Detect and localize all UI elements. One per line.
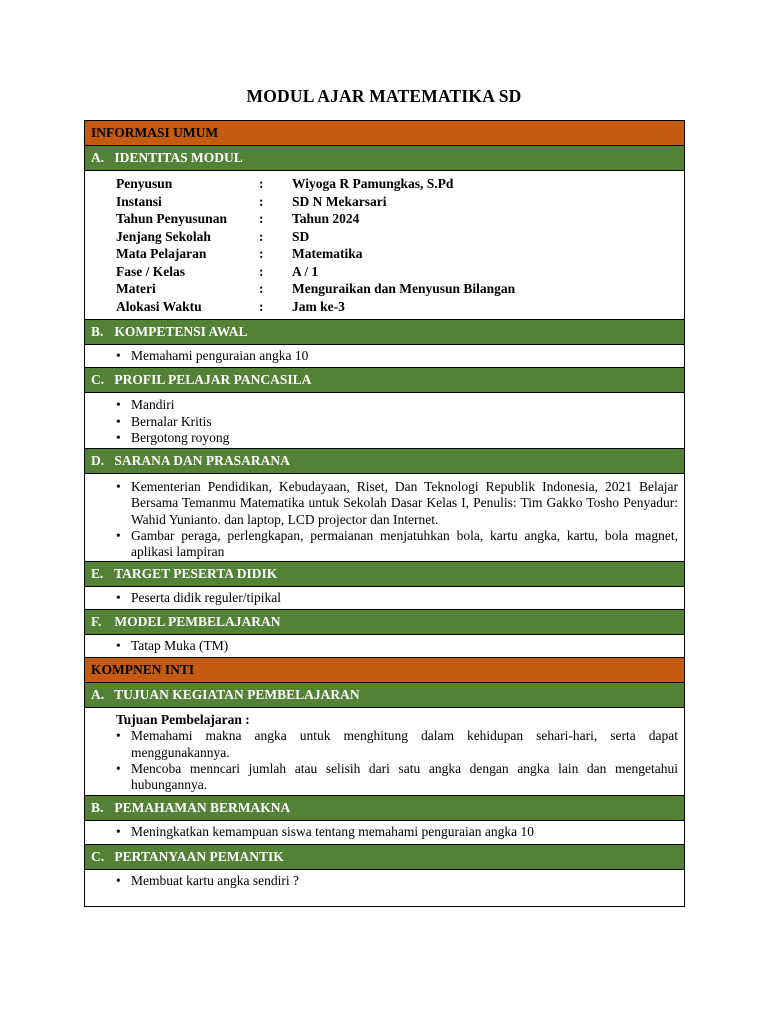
field-value: SD <box>292 228 310 244</box>
section-header-kompetensi-awal <box>85 319 684 344</box>
list-item: • Peserta didik reguler/tipikal <box>85 590 684 606</box>
list-item: • Mandiri <box>85 397 684 413</box>
list-item: • Tatap Muka (TM) <box>85 638 684 654</box>
field-colon: : <box>259 281 264 296</box>
field-value: Jam ke-3 <box>292 298 345 314</box>
field-colon: : <box>259 193 264 209</box>
field-label: Fase / Kelas <box>116 263 185 279</box>
pertanyaan-content <box>85 869 684 907</box>
section-header-tujuan <box>85 682 684 707</box>
section-number: F. <box>91 613 102 629</box>
field-label: Tahun Penyusunan <box>116 211 227 226</box>
module-document <box>84 120 685 907</box>
field-label: Penyusun <box>116 176 173 191</box>
section-header-pertanyaan <box>85 844 684 869</box>
field-value: Wiyoga R Pamungkas, S.Pd <box>292 176 454 191</box>
target-content <box>85 586 684 609</box>
field-value: Tahun 2024 <box>292 211 360 226</box>
identitas-table <box>85 170 684 319</box>
section-label: IDENTITAS MODUL <box>114 150 243 165</box>
field-value: Menguraikan dan Menyusun Bilangan <box>292 281 516 296</box>
page-title: MODUL AJAR MATEMATIKA SD <box>246 86 522 106</box>
field-label: Materi <box>116 281 156 296</box>
field-colon: : <box>259 176 264 191</box>
section-label: TARGET PESERTA DIDIK <box>114 565 278 581</box>
list-item: • Bernalar Kritis <box>85 414 684 430</box>
list-item: • Bergotong royong <box>85 430 684 446</box>
field-label: Instansi <box>116 193 162 209</box>
identitas-row-tahun <box>116 210 684 228</box>
section-number: B. <box>91 324 104 339</box>
field-label: Jenjang Sekolah <box>116 228 211 244</box>
field-colon: : <box>259 263 264 279</box>
field-value: Matematika <box>292 246 363 261</box>
section-label: PEMAHAMAN BERMAKNA <box>114 800 291 816</box>
list-item: • Mencoba menncari jumlah atau selisih dari satu angka dengan angka lain dan mengetahui hubungannya. <box>85 761 684 794</box>
section-header-komponen-inti: KOMPNEN INTI <box>85 657 684 682</box>
section-label: PROFIL PELAJAR PANCASILA <box>114 372 312 388</box>
section-label: MODEL PEMBELAJARAN <box>114 613 281 629</box>
list-item: • Memahami makna angka untuk menghitung dalam kehidupan sehari-hari, serta dapat menggunakannya. <box>85 728 684 761</box>
section-number: C. <box>91 372 105 388</box>
field-colon: : <box>259 228 264 244</box>
identitas-row-alokasi <box>116 298 684 316</box>
list-item: • Kementerian Pendidikan, Kebudayaan, Riset, Dan Teknologi Republik Indonesia, 2021 Belajar Bersama Temanmu Matematika untuk Sekolah Dasar Kelas I, Penulis: Tim Gakko Tosho Penyadur: Wahid Yunianto. dan laptop, LCD projector dan Internet. <box>85 479 684 528</box>
list-item: • Memahami penguraian angka 10 <box>85 348 684 364</box>
section-number: A. <box>91 687 105 703</box>
section-number: D. <box>91 453 105 469</box>
field-value: A / 1 <box>292 263 319 279</box>
section-number: B. <box>91 800 104 816</box>
field-label: Mata Pelajaran <box>116 246 207 261</box>
section-number: A. <box>91 150 105 165</box>
section-number: C. <box>91 848 105 864</box>
section-number: E. <box>91 565 104 581</box>
field-colon: : <box>259 211 264 226</box>
field-value: SD N Mekarsari <box>292 193 387 209</box>
field-colon: : <box>259 246 264 261</box>
identitas-row-materi <box>116 280 684 298</box>
identitas-row-penyusun <box>116 175 684 193</box>
list-item: • Membuat kartu angka sendiri ? <box>85 873 684 889</box>
identitas-row-jenjang <box>116 228 684 246</box>
identitas-row-fase <box>116 263 684 281</box>
section-header-sarana <box>85 448 684 473</box>
section-label: SARANA DAN PRASARANA <box>114 453 290 469</box>
section-header-profil-pancasila <box>85 367 684 392</box>
section-header-target <box>85 561 684 586</box>
pemahaman-content <box>85 820 684 843</box>
field-colon: : <box>259 298 264 314</box>
tujuan-content <box>85 707 684 795</box>
list-item: • Gambar peraga, perlengkapan, permaianan menjatuhkan bola, kartu angka, kartu, bola magnet, aplikasi lampiran <box>85 528 684 561</box>
section-label: PERTANYAAN PEMANTIK <box>114 848 284 864</box>
identitas-row-instansi <box>116 193 684 211</box>
tujuan-subheading: Tujuan Pembelajaran : <box>116 712 250 728</box>
field-label: Alokasi Waktu <box>116 298 202 314</box>
section-header-identitas-modul <box>85 145 684 170</box>
kompetensi-awal-content <box>85 344 684 367</box>
section-label: KOMPETENSI AWAL <box>114 324 248 339</box>
section-header-informasi-umum: INFORMASI UMUM <box>85 120 684 145</box>
model-content <box>85 634 684 657</box>
identitas-row-mapel <box>116 245 684 263</box>
sarana-content <box>85 473 684 560</box>
list-item: • Meningkatkan kemampuan siswa tentang memahami penguraian angka 10 <box>85 824 684 840</box>
profil-content <box>85 392 684 448</box>
section-label: TUJUAN KEGIATAN PEMBELAJARAN <box>114 687 360 703</box>
section-header-pemahaman <box>85 795 684 820</box>
section-header-model <box>85 609 684 634</box>
